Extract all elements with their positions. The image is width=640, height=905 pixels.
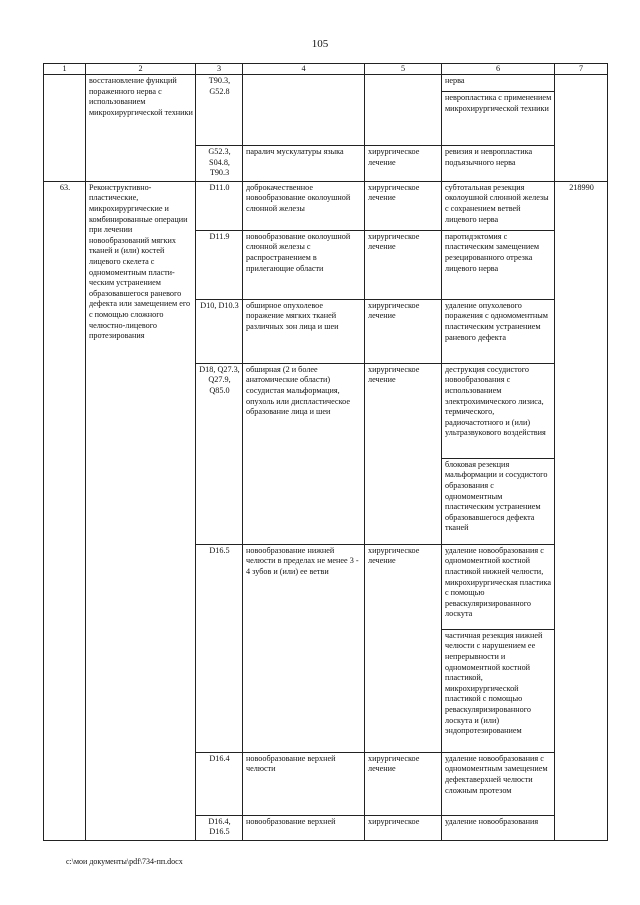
method-cell: удаление новообразования с одномоментной костной пластикой нижней челюсти, микрохирургическая пластика с помощью реваскуляризированного лоскута [442, 544, 555, 629]
method-cell: удаление опухолевого поражения с одномоментным пластическим устранением раневого дефекта [442, 299, 555, 363]
method-cell: деструкция сосудистого новообразования с использованием электрохимического лизиса, термического, радиочастотного и (или) ультразвукового воздействия [442, 363, 555, 458]
icd-codes-cell: T90.3, G52.8 [196, 75, 243, 146]
icd-codes-cell: D16.4 [196, 752, 243, 815]
method-cell: ревизия и невропластика подъязычного нерва [442, 146, 555, 182]
method-cell: частичная резекция нижней челюсти с нарушением ее непрерывности и одномоментной костной пластикой, микрохирургической пластикой с помощью реваскуляризированного лоскута и (или) эндопротезированием [442, 629, 555, 752]
page-number: 105 [311, 38, 329, 50]
patient-model-cell: обширное опухолевое поражение мягких тканей различных зон лица и шеи [243, 299, 365, 363]
icd-codes-cell: D11.9 [196, 230, 243, 299]
treatment-type-cell: хирургическое [365, 815, 442, 840]
icd-codes-cell: D16.5 [196, 544, 243, 752]
header-cell: 2 [86, 64, 196, 75]
treatment-type-cell: хирургическое лечение [365, 752, 442, 815]
procedure-name-cell: восстановление функций пораженного нерва с использованием микрохирургической техники [86, 75, 196, 182]
method-cell: невропластика с применением микрохирургической техники [442, 92, 555, 146]
icd-codes-cell: D10, D10.3 [196, 299, 243, 363]
table-row [44, 75, 608, 92]
icd-codes-cell: D11.0 [196, 181, 243, 230]
method-cell: блоковая резекция мальформации и сосудистого образования с одномоментным пластическим устранением образовавшегося дефекта тканей [442, 458, 555, 544]
header-cell: 6 [442, 64, 555, 75]
method-cell: удаление новообразования [442, 815, 555, 840]
patient-model-cell: обширная (2 и более анатомические области) сосудистая мальформация, опухоль или диспластическое образование лица и шеи [243, 363, 365, 544]
method-cell: нерва [442, 75, 555, 92]
price-cell: 218990 [555, 181, 608, 840]
table-row [44, 181, 608, 230]
icd-codes-cell: D16.4, D16.5 [196, 815, 243, 840]
treatment-type-cell: хирургическое лечение [365, 363, 442, 544]
icd-codes-cell: G52.3, S04.8, T90.3 [196, 146, 243, 182]
patient-model-cell [243, 75, 365, 146]
patient-model-cell: паралич мускулатуры языка [243, 146, 365, 182]
header-cell: 7 [555, 64, 608, 75]
patient-model-cell: доброкачественное новообразование околоушной слюнной железы [243, 181, 365, 230]
method-cell: паротидэктомия с пластическим замещением резецированного отрезка лицевого нерва [442, 230, 555, 299]
file-path-footer: c:\мои документы\pdf\734-пп.docx [66, 857, 183, 866]
row-number-cell [44, 75, 86, 182]
header-cell: 1 [44, 64, 86, 75]
header-cell: 4 [243, 64, 365, 75]
procedures-table [43, 63, 608, 841]
treatment-type-cell: хирургическое лечение [365, 544, 442, 752]
procedure-name-cell: Реконструктивно-пластические, микрохирургические и комбинированные операции при лечении новообразований мягких тканей и (или) костей лицевого скелета с одномоментным пласти-ческим устранением образовавшегося раневого дефекта или замещением его с помощью сложного челюстно-лицевого протезирования [86, 181, 196, 840]
patient-model-cell: новообразование верхней челюсти [243, 752, 365, 815]
method-cell: удаление новообразования с одномоментным замещением дефектаверхней челюсти сложным протезом [442, 752, 555, 815]
treatment-type-cell: хирургическое лечение [365, 230, 442, 299]
header-cell: 3 [196, 64, 243, 75]
row-number-cell: 63. [44, 181, 86, 840]
treatment-type-cell: хирургическое лечение [365, 299, 442, 363]
treatment-type-cell: хирургическое лечение [365, 146, 442, 182]
patient-model-cell: новообразование нижней челюсти в пределах не менее 3 - 4 зубов и (или) ее ветви [243, 544, 365, 752]
method-cell: субтотальная резекция околоушной слюнной железы с сохранением ветвей лицевого нерва [442, 181, 555, 230]
treatment-type-cell [365, 75, 442, 146]
header-cell: 5 [365, 64, 442, 75]
treatment-type-cell: хирургическое лечение [365, 181, 442, 230]
column-number-row [44, 64, 608, 75]
icd-codes-cell: D18, Q27.3, Q27.9, Q85.0 [196, 363, 243, 544]
patient-model-cell: новообразование верхней [243, 815, 365, 840]
price-cell [555, 75, 608, 182]
patient-model-cell: новообразование околоушной слюнной железы с распространением в прилегающие области [243, 230, 365, 299]
